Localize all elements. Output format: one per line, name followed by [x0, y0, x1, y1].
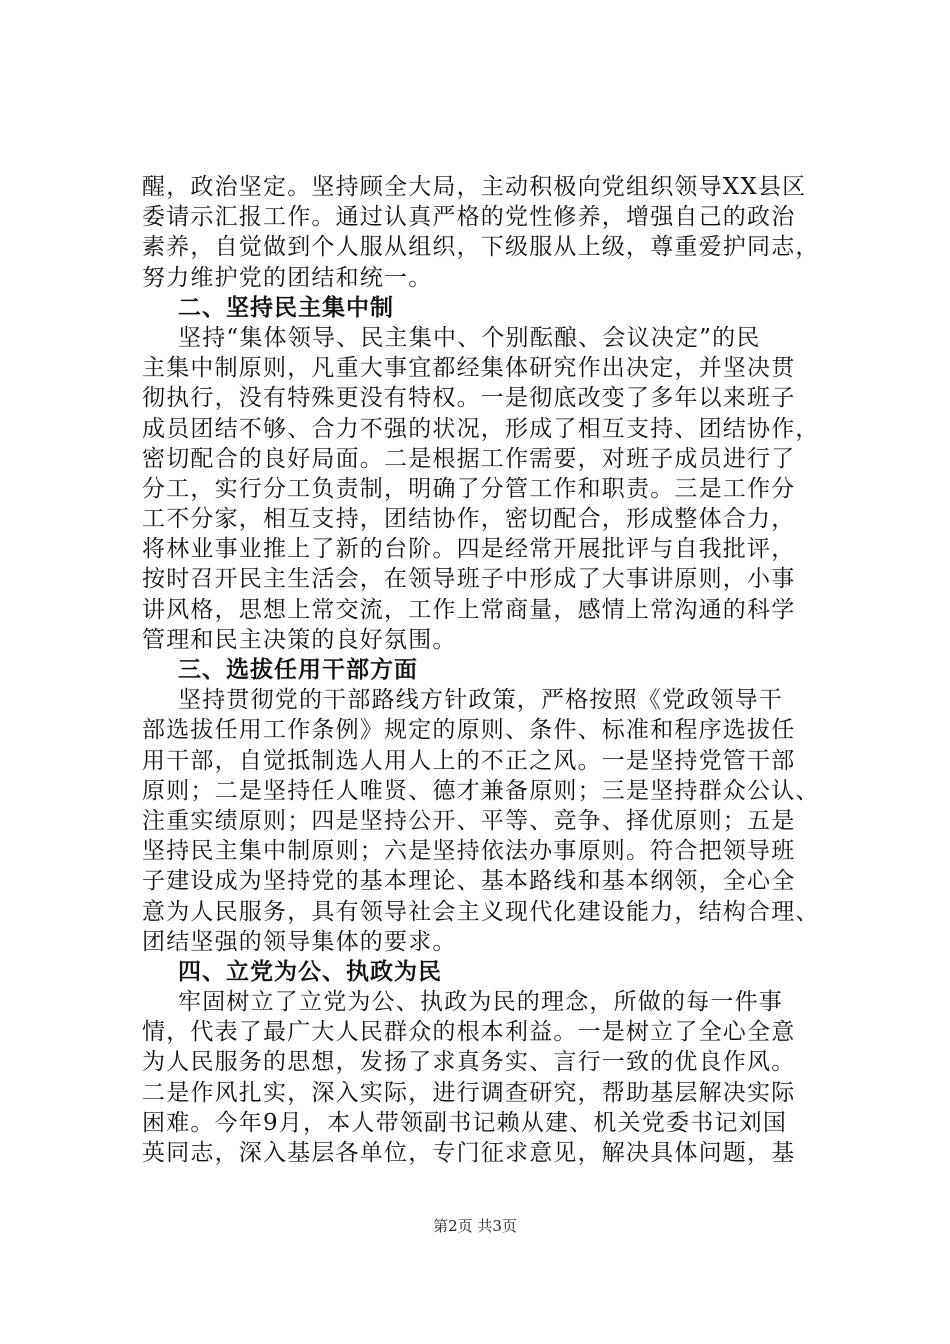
paragraph-line: 坚持贯彻党的干部路线方针政策，严格按照《党政领导干 [178, 687, 783, 714]
paragraph-line: 管理和民主决策的良好氛围。 [142, 626, 457, 653]
paragraph-line: 用干部，自觉抵制选人用人上的不正之风。一是坚持党管干部 [142, 747, 796, 774]
section-heading: 三、选拔任用干部方面 [178, 657, 418, 683]
paragraph-line: 注重实绩原则；四是坚持公开、平等、竞争、择优原则；五是 [142, 807, 796, 834]
paragraph-line: 为人民服务的思想，发扬了求真务实、言行一致的优良作风。 [142, 1049, 796, 1076]
paragraph-line: 按时召开民主生活会，在领导班子中形成了大事讲原则，小事 [142, 566, 796, 593]
paragraph-line: 主集中制原则，凡重大事宜都经集体研究作出决定，并坚决贯 [142, 355, 796, 382]
paragraph-line: 英同志，深入基层各单位，专门征求意见，解决具体问题，基 [142, 1140, 796, 1166]
paragraph-line: 工不分家，相互支持，团结协作，密切配合，形成整体合力， [142, 506, 796, 533]
paragraph-line: 讲风格，思想上常交流，工作上常商量，感情上常沟通的科学 [142, 596, 796, 623]
paragraph-line: 情，代表了最广大人民群众的根本利益。一是树立了全心全意 [142, 1019, 796, 1046]
paragraph-line: 牢固树立了立党为公、执政为民的理念，所做的每一件事 [178, 989, 783, 1016]
section-heading: 二、坚持民主集中制 [178, 294, 394, 321]
paragraph-line: 二是作风扎实，深入实际，进行调查研究，帮助基层解决实际 [142, 1079, 796, 1106]
paragraph-line: 坚持“集体领导、民主集中、个别酝酿、会议决定”的民 [178, 324, 761, 351]
paragraph-line: 将林业事业推上了新的台阶。四是经常开展批评与自我批评， [142, 536, 796, 563]
paragraph-line: 困难。今年9月，本人带领副书记赖从建、机关党委书记刘国 [142, 1109, 788, 1136]
paragraph-line: 子建设成为坚持党的基本理论、基本路线和基本纲领，全心全 [142, 868, 796, 895]
document-body [142, 172, 842, 1168]
paragraph-line: 成员团结不够、合力不强的状况，形成了相互支持、团结协作， [142, 415, 820, 442]
paragraph-line: 素养，自觉做到个人服从组织，下级服从上级，尊重爱护同志， [142, 234, 820, 261]
paragraph-line: 坚持民主集中制原则；六是坚持依法办事原则。符合把领导班 [142, 838, 796, 865]
paragraph-line: 原则；二是坚持任人唯贤、德才兼备原则；三是坚持群众公认、 [142, 777, 820, 804]
paragraph-line: 努力维护党的团结和统一。 [142, 264, 433, 291]
section-heading: 四、立党为公、执政为民 [178, 958, 442, 985]
paragraph-line: 分工，实行分工负责制，明确了分管工作和职责。三是工作分 [142, 475, 796, 502]
page-number-label: 第2页 共3页 [433, 1217, 517, 1235]
paragraph-line: 部选拔任用工作条例》规定的原则、条件、标准和程序选拔任 [142, 717, 796, 744]
paragraph-line: 密切配合的良好局面。二是根据工作需要，对班子成员进行了 [142, 445, 796, 472]
paragraph-line: 彻执行，没有特殊更没有特权。一是彻底改变了多年以来班子 [142, 385, 796, 412]
paragraph-line: 醒，政治坚定。坚持顾全大局，主动积极向党组织领导XX县区 [142, 174, 807, 200]
paragraph-line: 团结坚强的领导集体的要求。 [142, 928, 457, 955]
paragraph-line: 意为人民服务，具有领导社会主义现代化建设能力，结构合理、 [142, 898, 820, 925]
page-footer [0, 1215, 950, 1236]
paragraph-line: 委请示汇报工作。通过认真严格的党性修养，增强自己的政治 [142, 204, 796, 231]
